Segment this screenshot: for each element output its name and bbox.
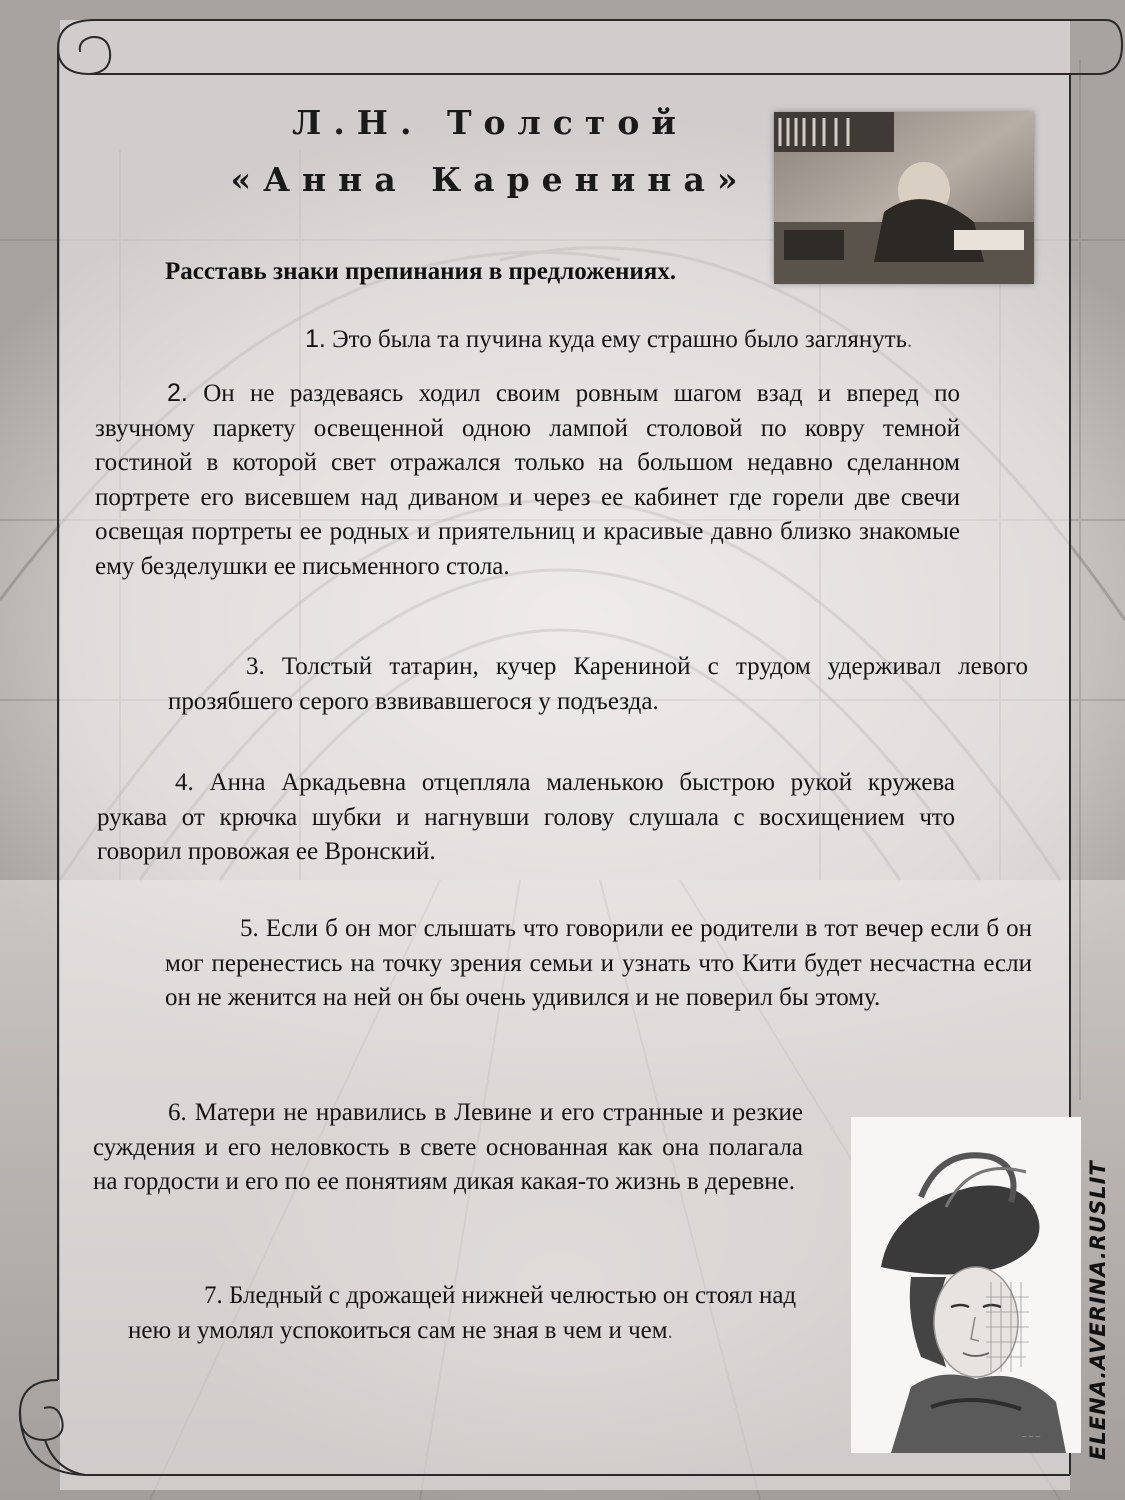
exercise-text: Если б он мог слышать что говорили ее родители в тот вечер если б он мог перенестись на точку зрения семьи и узнать что Кити будет несчастна если он не женится на ней он бы очень удивился и не поверил бы этому. <box>165 915 1032 1011</box>
exercise-number: 3. <box>246 653 265 680</box>
exercise-end: . <box>667 1320 673 1343</box>
svg-text:~~~: ~~~ <box>1021 1432 1042 1441</box>
exercise-1 <box>305 322 1025 359</box>
exercise-4 <box>97 766 955 870</box>
exercise-text: Анна Аркадьевна отцепляла маленькою быстрою рукой кружева рукава от крючка шубки и нагнувши голову слушала с восхищением что говорил провожая ее Вронский. <box>97 769 955 865</box>
exercise-end: . <box>907 330 913 352</box>
novel-title: «Анна Каренина» <box>230 160 750 199</box>
exercise-number: 5. <box>240 915 259 942</box>
exercise-text: Толстый татарин, кучер Карениной с трудом удерживал левого прозябшего серого взвивавшегося у подъезда. <box>168 653 1028 715</box>
exercise-3 <box>168 650 1028 719</box>
exercise-number: 6. <box>168 1099 187 1126</box>
exercise-text: Это была та пучина куда ему страшно было заглянуть <box>325 326 908 353</box>
exercise-2 <box>95 376 960 584</box>
exercise-text: Матери не нравились в Левине и его странные и резкие суждения и его неловкость в свете основанная как она полагала на гордости и его по ее понятиям дикая какая-то жизнь в деревне. <box>93 1099 803 1195</box>
site-watermark: ELENA.AVERINA.RUSLIT <box>1086 1160 1110 1460</box>
exercise-5 <box>165 912 1032 1016</box>
task-instruction: Расставь знаки препинания в предложениях. <box>165 258 677 285</box>
exercise-text: Он не раздеваясь ходил своим ровным шагом взад и вперед по звучному паркету освещенной одною лампой столовой по ковру темной гостиной в которой свет отражался только на большом недавно сделанном портрете его висевшем над диваном и через ее кабинет где горели две свечи освещая портреты ее родных и приятельниц и красивые давно близко знакомые ему безделушки ее письменного стола. <box>95 380 960 580</box>
anna-karenina-sketch-icon <box>851 1117 1081 1453</box>
exercise-number: 4. <box>175 769 194 796</box>
exercise-number: 1. <box>305 325 326 353</box>
exercise-6 <box>93 1096 803 1200</box>
exercise-text: Бледный с дрожащей нижней челюстью он стоял над нею и умолял успокоиться сам не зная в чем и чем <box>128 1282 797 1344</box>
exercise-number: 2. <box>167 379 188 407</box>
portrait-photo-icon <box>774 112 1034 284</box>
exercise-number: 7. <box>204 1282 223 1309</box>
author-name: Л.Н. Толстой <box>292 103 688 142</box>
exercise-7 <box>128 1279 833 1349</box>
